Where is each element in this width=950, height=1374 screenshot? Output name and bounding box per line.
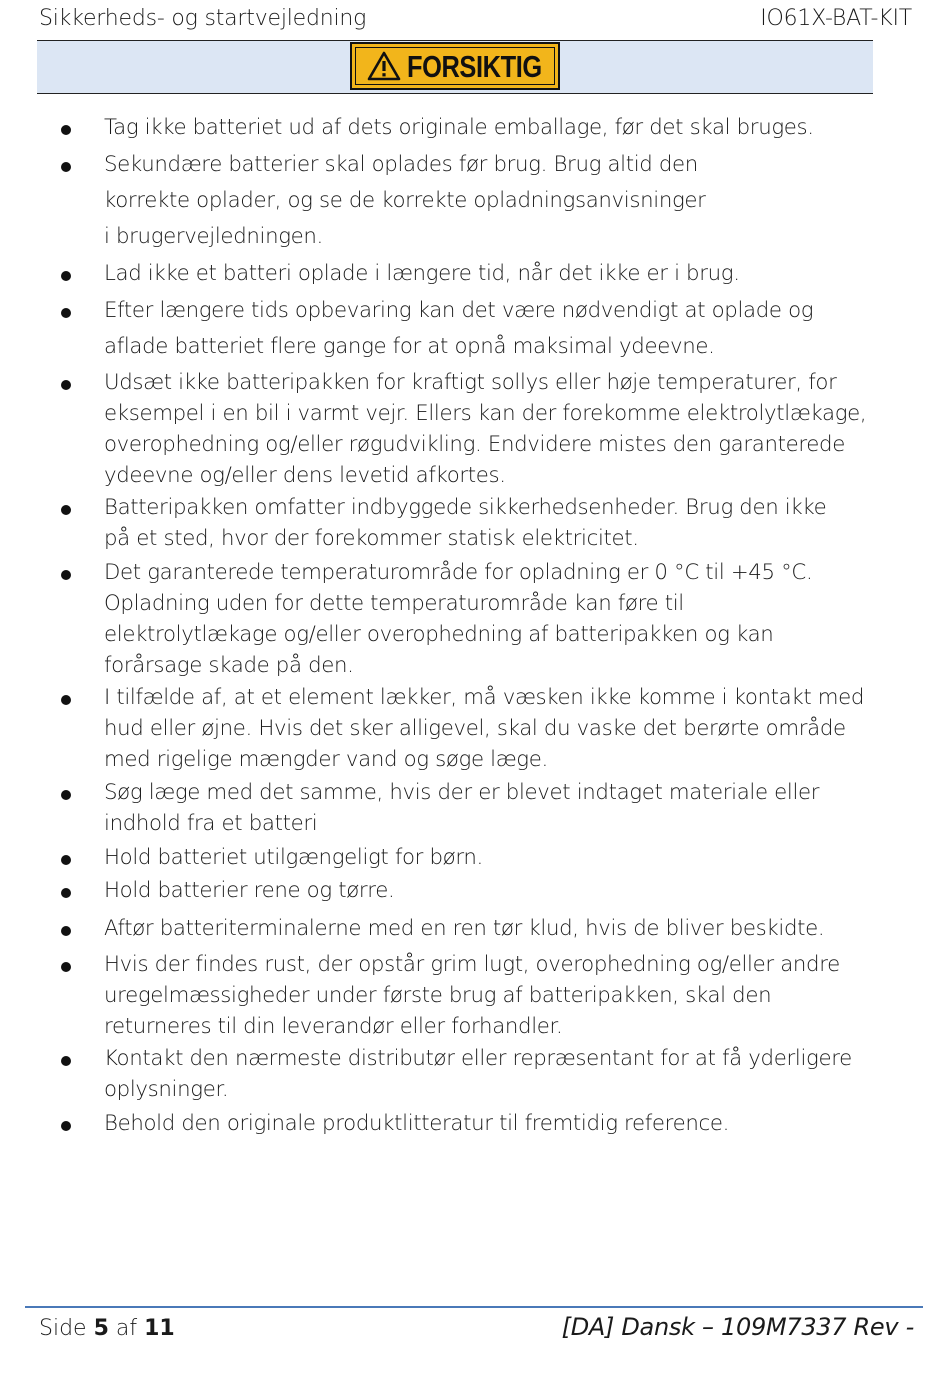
list-item-text xyxy=(104,492,920,554)
text-line: Aftør batteriterminalerne med en ren tør klud, hvis de bliver beskidte. xyxy=(104,916,825,941)
text-line: uregelmæssigheder under første brug af batteripakken, skal den xyxy=(104,983,772,1008)
text-line: Tag ikke batteriet ud af dets originale emballage, før det skal bruges. xyxy=(104,115,814,140)
bullet-icon xyxy=(61,1056,71,1066)
text-line: Batteripakken omfatter indbyggede sikkerhedsenheder. Brug den ikke xyxy=(104,495,827,520)
text-line: med rigelige mængder vand og søge læge. xyxy=(104,747,548,772)
text-line: eksempel i en bil i varmt vejr. Ellers kan der forekomme elektrolytlækage, xyxy=(104,401,867,426)
bullet-icon xyxy=(61,888,71,898)
text-line: aflade batteriet flere gange for at opnå maksimal ydeevne. xyxy=(104,334,715,359)
list-item-text xyxy=(104,682,920,775)
text-line: Efter længere tids opbevaring kan det være nødvendigt at oplade og xyxy=(104,298,814,323)
text-line: Hvis der findes rust, der opstår grim lugt, overophedning og/eller andre xyxy=(104,952,840,977)
bullet-icon xyxy=(61,790,71,800)
bullet-icon xyxy=(61,695,71,705)
page-sep: af xyxy=(115,1316,138,1341)
list-item-text xyxy=(104,949,920,1042)
page-prefix: Side xyxy=(39,1316,87,1341)
bullet-icon xyxy=(61,926,71,936)
page-total: 11 xyxy=(144,1316,175,1341)
list-item-text xyxy=(104,1107,920,1140)
bullet-icon xyxy=(61,380,71,390)
text-line: Det garanterede temperaturområde for opladning er 0 °C til +45 °C. xyxy=(104,560,813,585)
bullet-icon xyxy=(61,271,71,281)
text-line: Opladning uden for dette temperaturområde kan føre til xyxy=(104,591,684,616)
list-item-text xyxy=(104,841,920,874)
document-title: Sikkerheds- og startvejledning xyxy=(39,6,367,31)
list-item-text xyxy=(104,293,920,365)
list-item-text xyxy=(104,557,920,681)
text-line: I tilfælde af, at et element lækker, må væsken ikke komme i kontakt med xyxy=(104,685,865,710)
text-line: overophedning og/eller røgudvikling. Endvidere mistes den garanterede xyxy=(104,432,845,457)
text-line: Lad ikke et batteri oplade i længere tid, når det ikke er i brug. xyxy=(104,261,740,286)
text-line: Sekundære batterier skal oplades før brug. Brug altid den xyxy=(104,152,698,177)
text-line: forårsage skade på den. xyxy=(104,653,354,678)
list-item-text xyxy=(104,147,920,255)
page-number xyxy=(39,1316,175,1341)
page-current: 5 xyxy=(93,1316,109,1341)
text-line: Kontakt den nærmeste distributør eller repræsentant for at få yderligere xyxy=(104,1046,852,1071)
bullet-icon xyxy=(61,308,71,318)
list-item-text xyxy=(104,777,920,839)
text-line: Hold batterier rene og tørre. xyxy=(104,878,395,903)
list-item-text xyxy=(104,256,920,292)
warning-label-text: FORSIKTIG xyxy=(406,48,542,84)
text-line: returneres til din leverandør eller forhandler. xyxy=(104,1014,563,1039)
list-item-text xyxy=(104,367,920,491)
list-item-text xyxy=(104,874,920,907)
text-line: Søg læge med det samme, hvis der er blevet indtaget materiale eller xyxy=(104,780,820,805)
bullet-icon xyxy=(61,570,71,580)
text-line: Udsæt ikke batteripakken for kraftigt sollys eller høje temperaturer, for xyxy=(104,370,837,395)
list-item-text xyxy=(104,110,920,146)
bullet-icon xyxy=(61,962,71,972)
bullet-icon xyxy=(61,1121,71,1131)
bullet-icon xyxy=(61,125,71,135)
warning-triangle-icon xyxy=(367,51,401,81)
list-item-text xyxy=(104,1043,920,1105)
text-line: i brugervejledningen. xyxy=(104,224,323,249)
text-line: på et sted, hvor der forekommer statisk elektricitet. xyxy=(104,526,639,551)
bullet-icon xyxy=(61,505,71,515)
bullet-icon xyxy=(61,855,71,865)
warning-label xyxy=(350,42,560,90)
footer-rule xyxy=(25,1306,923,1308)
product-code: IO61X-BAT-KIT xyxy=(760,6,912,31)
text-line: hud eller øjne. Hvis det sker alligevel, skal du vaske det berørte område xyxy=(104,716,846,741)
text-line: ydeevne og/eller dens levetid afkortes. xyxy=(104,463,506,488)
text-line: oplysninger. xyxy=(104,1077,229,1102)
text-line: Hold batteriet utilgængeligt for børn. xyxy=(104,845,483,870)
footer-language-docnumber: [DA] Dansk – 109M7337 Rev - xyxy=(561,1313,914,1341)
text-line: Behold den originale produktlitteratur til fremtidig reference. xyxy=(104,1111,730,1136)
text-line: korrekte oplader, og se de korrekte opladningsanvisninger xyxy=(104,188,706,213)
text-line: elektrolytlækage og/eller overophedning af batteripakken og kan xyxy=(104,622,774,647)
text-line: indhold fra et batteri xyxy=(104,811,318,836)
bullet-icon xyxy=(61,162,71,172)
list-item-text xyxy=(104,911,920,947)
